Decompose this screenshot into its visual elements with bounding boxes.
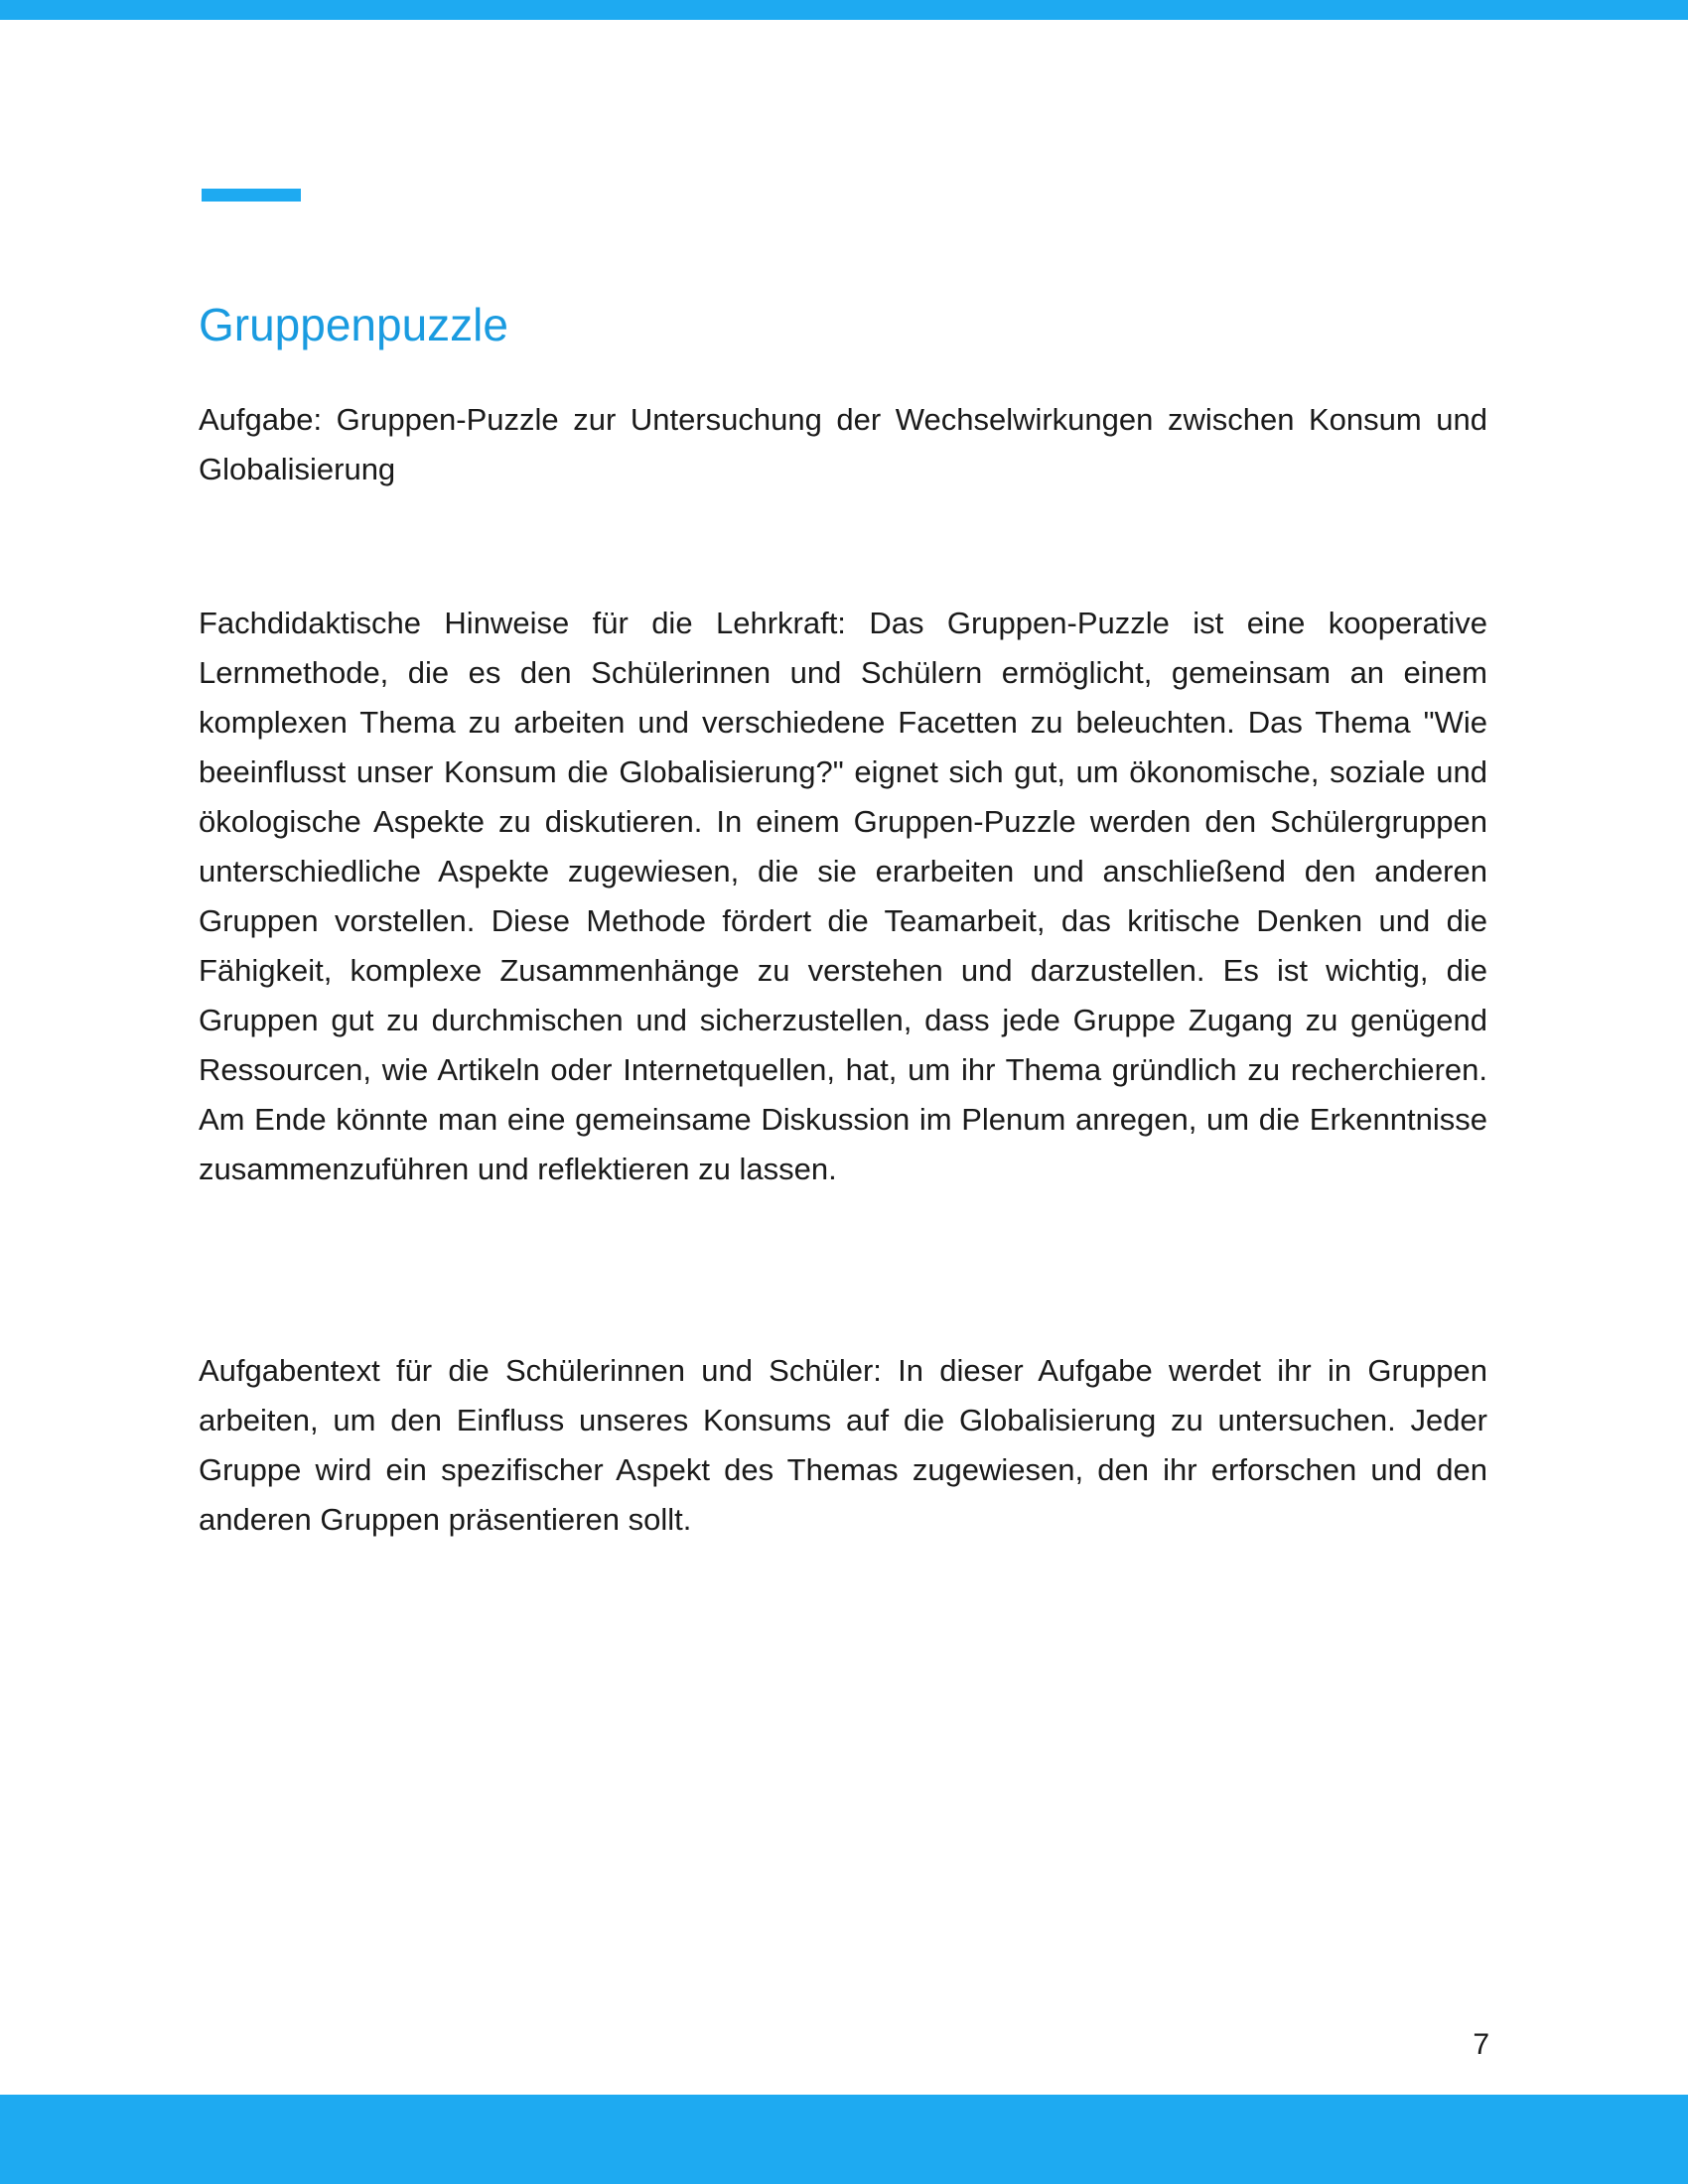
top-accent-bar xyxy=(0,0,1688,20)
student-task-paragraph: Aufgabentext für die Schülerinnen und Schüler: In dieser Aufgabe werdet ihr in Gruppen arbeiten, um den Einfluss unseres Konsums auf die Globalisierung zu untersuchen. Jeder Gruppe wird ein spezifischer Aspekt des Themas zugewiesen, den ihr erforschen und den anderen Gruppen präsentieren sollt. xyxy=(199,1353,1487,1537)
task-paragraph: Aufgabe: Gruppen-Puzzle zur Untersuchung der Wechselwirkungen zwischen Konsum und Globalisierung xyxy=(199,402,1487,486)
page-number: 7 xyxy=(1473,2028,1489,2061)
title-accent-dash xyxy=(202,189,301,202)
bottom-accent-bar xyxy=(0,2095,1688,2184)
page-title: Gruppenpuzzle xyxy=(199,299,508,350)
teacher-notes-paragraph: Fachdidaktische Hinweise für die Lehrkraft: Das Gruppen-Puzzle ist eine kooperative Lernmethode, die es den Schülerinnen und Schülern ermöglicht, gemeinsam an einem komplexen Thema zu arbeiten und verschiedene Facetten zu beleuchten. Das Thema "Wie beeinflusst unser Konsum die Globalisierung?" eignet sich gut, um ökonomische, soziale und ökologische Aspekte zu diskutieren. In einem Gruppen-Puzzle werden den Schülergruppen unterschiedliche Aspekte zugewiesen, die sie erarbeiten und anschließend den anderen Gruppen vorstellen. Diese Methode fördert die Teamarbeit, das kritische Denken und die Fähigkeit, komplexe Zusammenhänge zu verstehen und darzustellen. Es ist wichtig, die Gruppen gut zu durchmischen und sicherzustellen, dass jede Gruppe Zugang zu genügend Ressourcen, wie Artikeln oder Internetquellen, hat, um ihr Thema gründlich zu recherchieren. Am Ende könnte man eine gemeinsame Diskussion im Plenum anregen, um die Erkenntnisse zusammenzuführen und reflektieren zu lassen. xyxy=(199,606,1487,1186)
